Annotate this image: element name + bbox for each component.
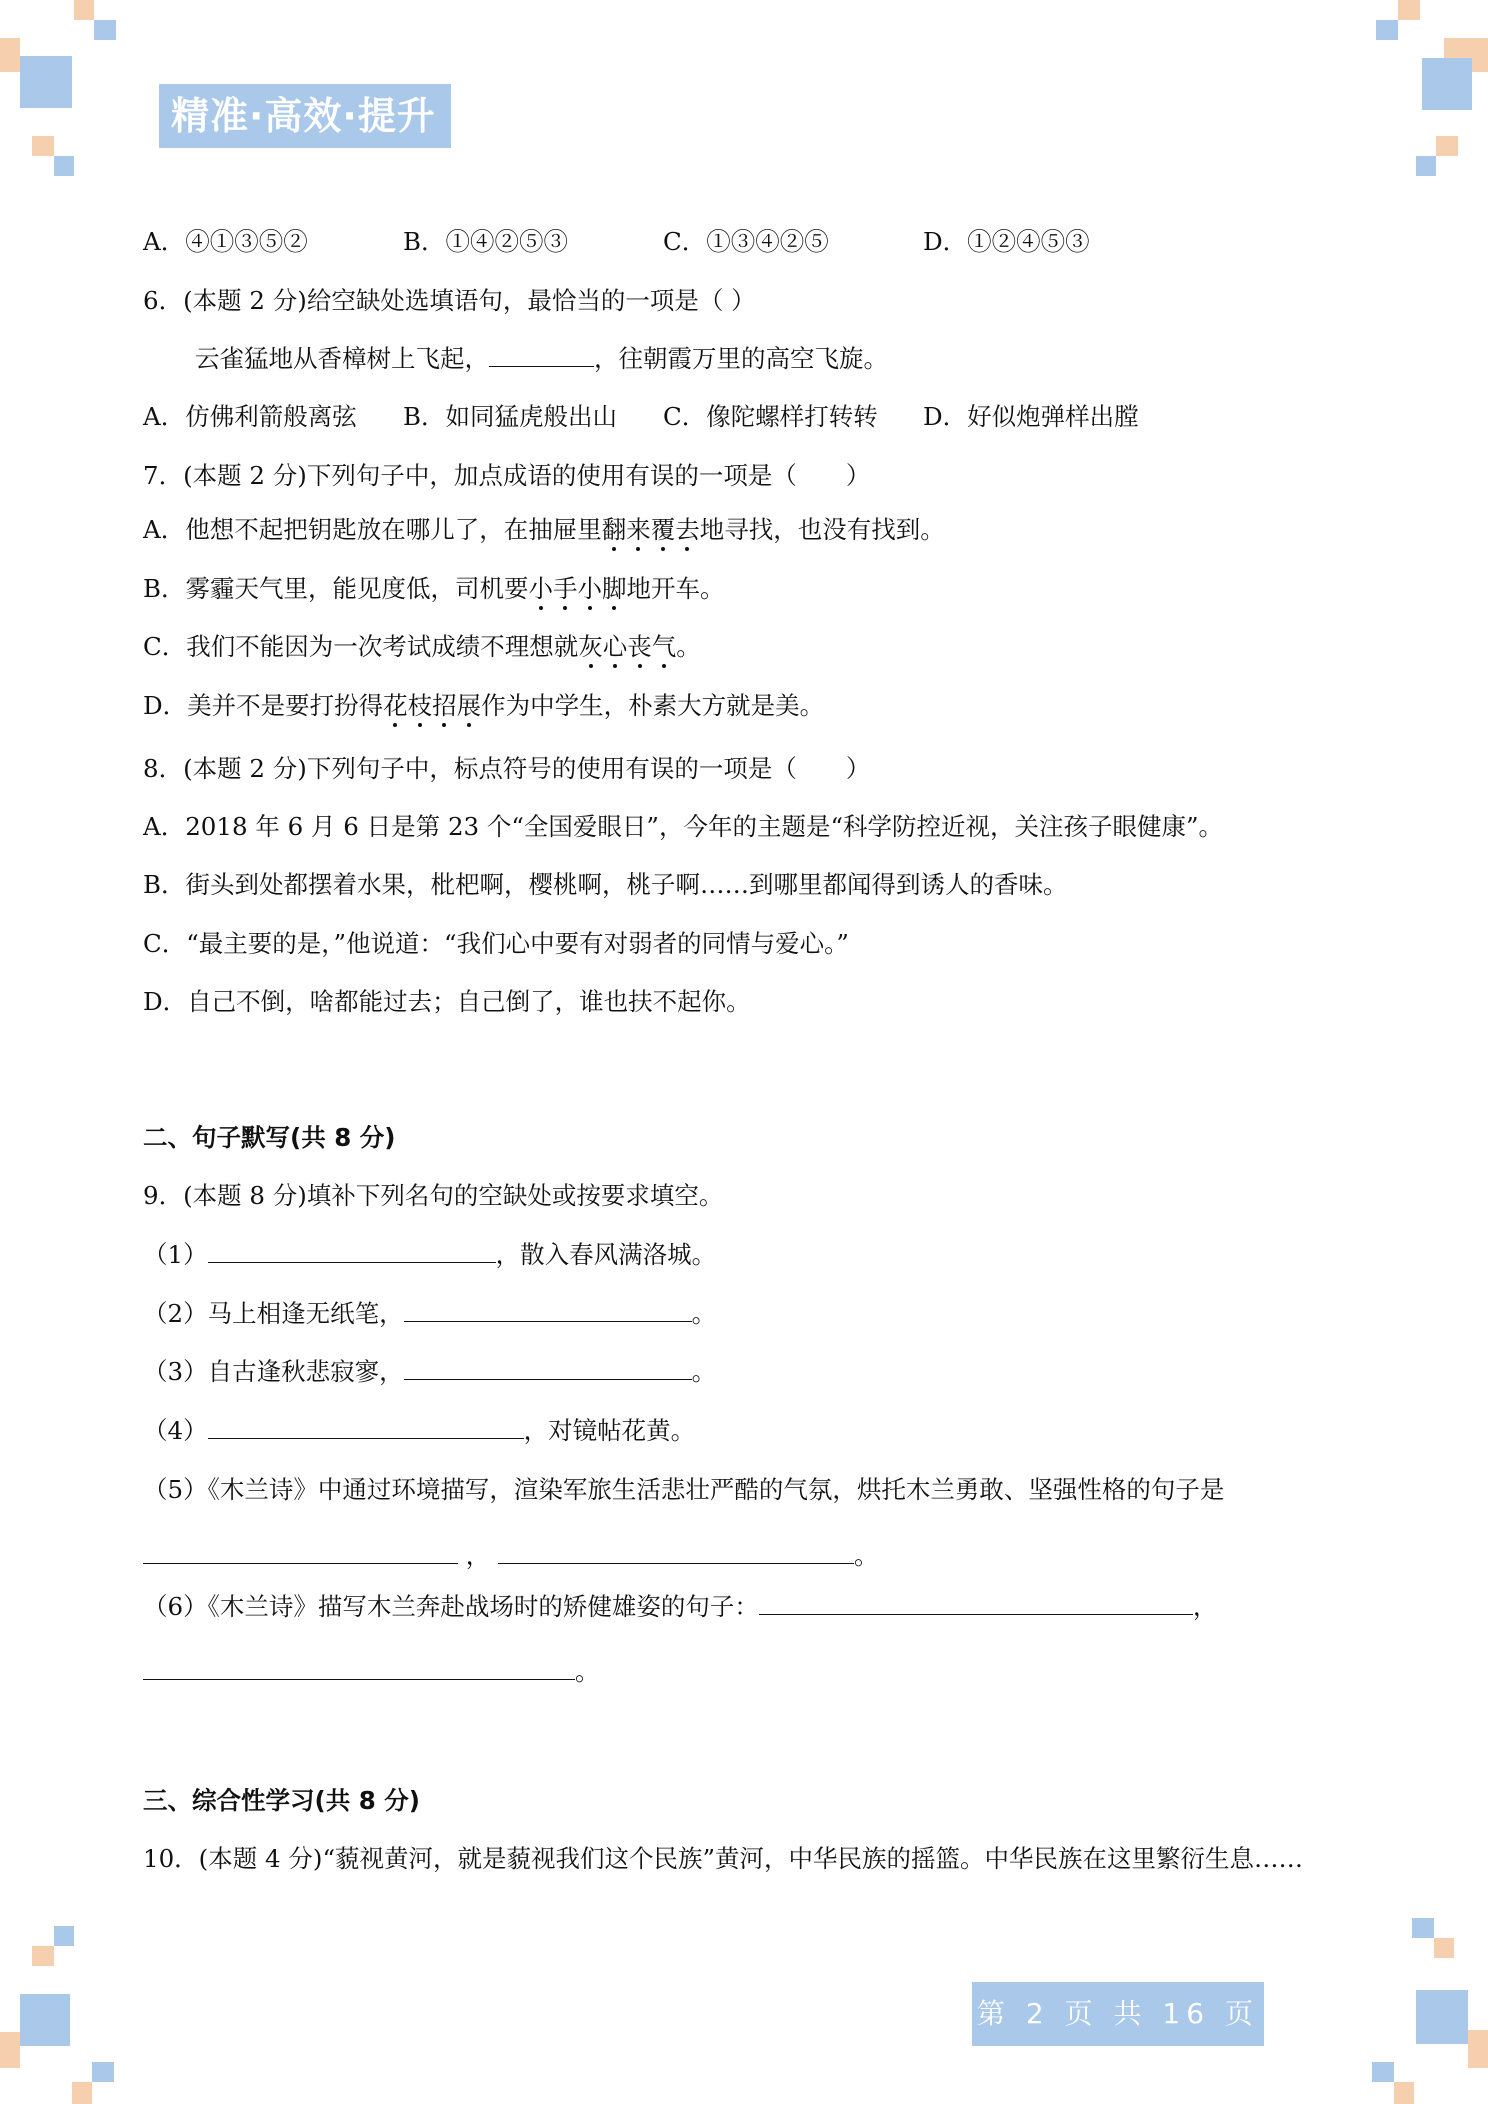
emphasis-char: 灰 [578, 632, 603, 661]
answer-blank [404, 1299, 692, 1322]
emphasis-char: 小 [577, 574, 603, 603]
q7-option-a: A．他想不起把钥匙放在哪儿了，在抽屉里翻来覆去地寻找，也没有找到。 [143, 515, 945, 544]
q7-option-b: B．雾霾天气里，能见度低，司机要小手小脚地开车。 [143, 574, 725, 603]
q6-option-b: B．如同猛虎般出山 [403, 402, 618, 431]
q5-options [143, 225, 1090, 259]
q7-option-c: C．我们不能因为一次考试成绩不理想就灰心丧气。 [143, 632, 701, 661]
dotted-idiom [383, 691, 481, 720]
answer-blank [498, 1541, 854, 1564]
emphasis-char: 枝 [407, 691, 433, 720]
emphasis-char: 气 [651, 632, 677, 661]
answer-blank [208, 1240, 496, 1263]
dotted-idiom [529, 574, 627, 603]
q10-stem: 10．(本题 4 分)“藐视黄河，就是藐视我们这个民族”黄河，中华民族的摇篮。中华民族在这里繁衍生息…… [143, 1844, 1304, 1873]
q9-stem: 9．(本题 8 分)填补下列名句的空缺处或按要求填空。 [143, 1181, 724, 1210]
emphasis-char: 心 [602, 632, 628, 661]
q6-option-a: A．仿佛利箭般离弦 [143, 402, 357, 431]
q9-item-6-text: （6）《木兰诗》描写木兰奔赴战场时的矫健雄姿的句子： ， [143, 1592, 1218, 1621]
q6-option-d: D．好似炮弹样出膛 [923, 402, 1139, 431]
q6-options [143, 400, 1139, 434]
dotted-idiom [578, 632, 676, 661]
emphasis-char: 花 [383, 691, 408, 720]
q9-item-5-answer: ， 。 [143, 1539, 879, 1573]
q9-item-3: （3）自古逢秋悲寂寥， 。 [143, 1357, 717, 1386]
q9-item-4: （4） ，对镜帖花黄。 [143, 1416, 696, 1445]
emphasis-char: 展 [456, 691, 482, 720]
q9-item-2: （2）马上相逢无纸笔， 。 [143, 1299, 717, 1328]
dotted-idiom [602, 515, 700, 544]
q9-item-1: （1） ，散入春风满洛城。 [143, 1240, 717, 1269]
q6-sentence [195, 342, 888, 376]
emphasis-char: 去 [675, 515, 700, 544]
emphasis-char: 脚 [602, 574, 627, 603]
q8-option-d: D．自己不倒，啥都能过去；自己倒了，谁也扶不起你。 [143, 987, 751, 1016]
answer-blank [143, 1657, 575, 1680]
emphasis-char: 招 [432, 691, 457, 720]
q5-option-b: B．①④②⑤③ [403, 227, 569, 256]
emphasis-char: 覆 [650, 515, 676, 544]
emphasis-char: 小 [528, 574, 554, 603]
q8-option-a: A．2018 年 6 月 6 日是第 23 个“全国爱眼日”，今年的主题是“科学防控近视，关注孩子眼健康”。 [143, 812, 1224, 841]
emphasis-char: 来 [626, 515, 651, 544]
q6-sentence-after: ，往朝霞万里的高空飞旋。 [594, 344, 888, 373]
q8-option-b: B．街头到处都摆着水果，枇杷啊，樱桃啊，桃子啊……到哪里都闻得到诱人的香味。 [143, 870, 1068, 899]
q8-option-c: C．“最主要的是，”他说道：“我们心中要有对弱者的同情与爱心。” [143, 929, 849, 958]
emphasis-char: 翻 [601, 515, 627, 544]
q6-blank [489, 344, 594, 367]
page-number: 第 2 页 共 16 页 [972, 1982, 1264, 2046]
answer-blank [208, 1416, 524, 1439]
header-tag: 精准·高效·提升 [159, 84, 451, 148]
q7-option-d: D．美并不是要打扮得花枝招展作为中学生，朴素大方就是美。 [143, 691, 825, 720]
section-2-title: 二、句子默写(共 8 分) [143, 1123, 396, 1152]
q6-sentence-before: 云雀猛地从香樟树上飞起， [195, 344, 489, 373]
q9-item-5-text: （5）《木兰诗》中通过环境描写，渲染军旅生活悲壮严酷的气氛，烘托木兰勇敢、坚强性格的句子是 [143, 1475, 1225, 1504]
emphasis-char: 手 [553, 574, 578, 603]
q5-option-c: C．①③④②⑤ [663, 227, 829, 256]
q5-option-a: A．④①③⑤② [143, 227, 308, 256]
q9-item-6-answer: 。 [143, 1655, 600, 1689]
q6-option-c: C．像陀螺样打转转 [663, 402, 878, 431]
q5-option-d: D．①②④⑤③ [923, 227, 1090, 256]
q8-stem: 8．(本题 2 分)下列句子中，标点符号的使用有误的一项是（ ） [143, 754, 871, 783]
answer-blank [404, 1357, 692, 1380]
answer-blank [759, 1592, 1193, 1615]
answer-blank [143, 1541, 458, 1564]
q6-stem: 6．(本题 2 分)给空缺处选填语句，最恰当的一项是（ ） [143, 286, 756, 315]
q7-stem: 7．(本题 2 分)下列句子中，加点成语的使用有误的一项是（ ） [143, 461, 871, 490]
section-3-title: 三、综合性学习(共 8 分) [143, 1786, 420, 1815]
emphasis-char: 丧 [627, 632, 652, 661]
